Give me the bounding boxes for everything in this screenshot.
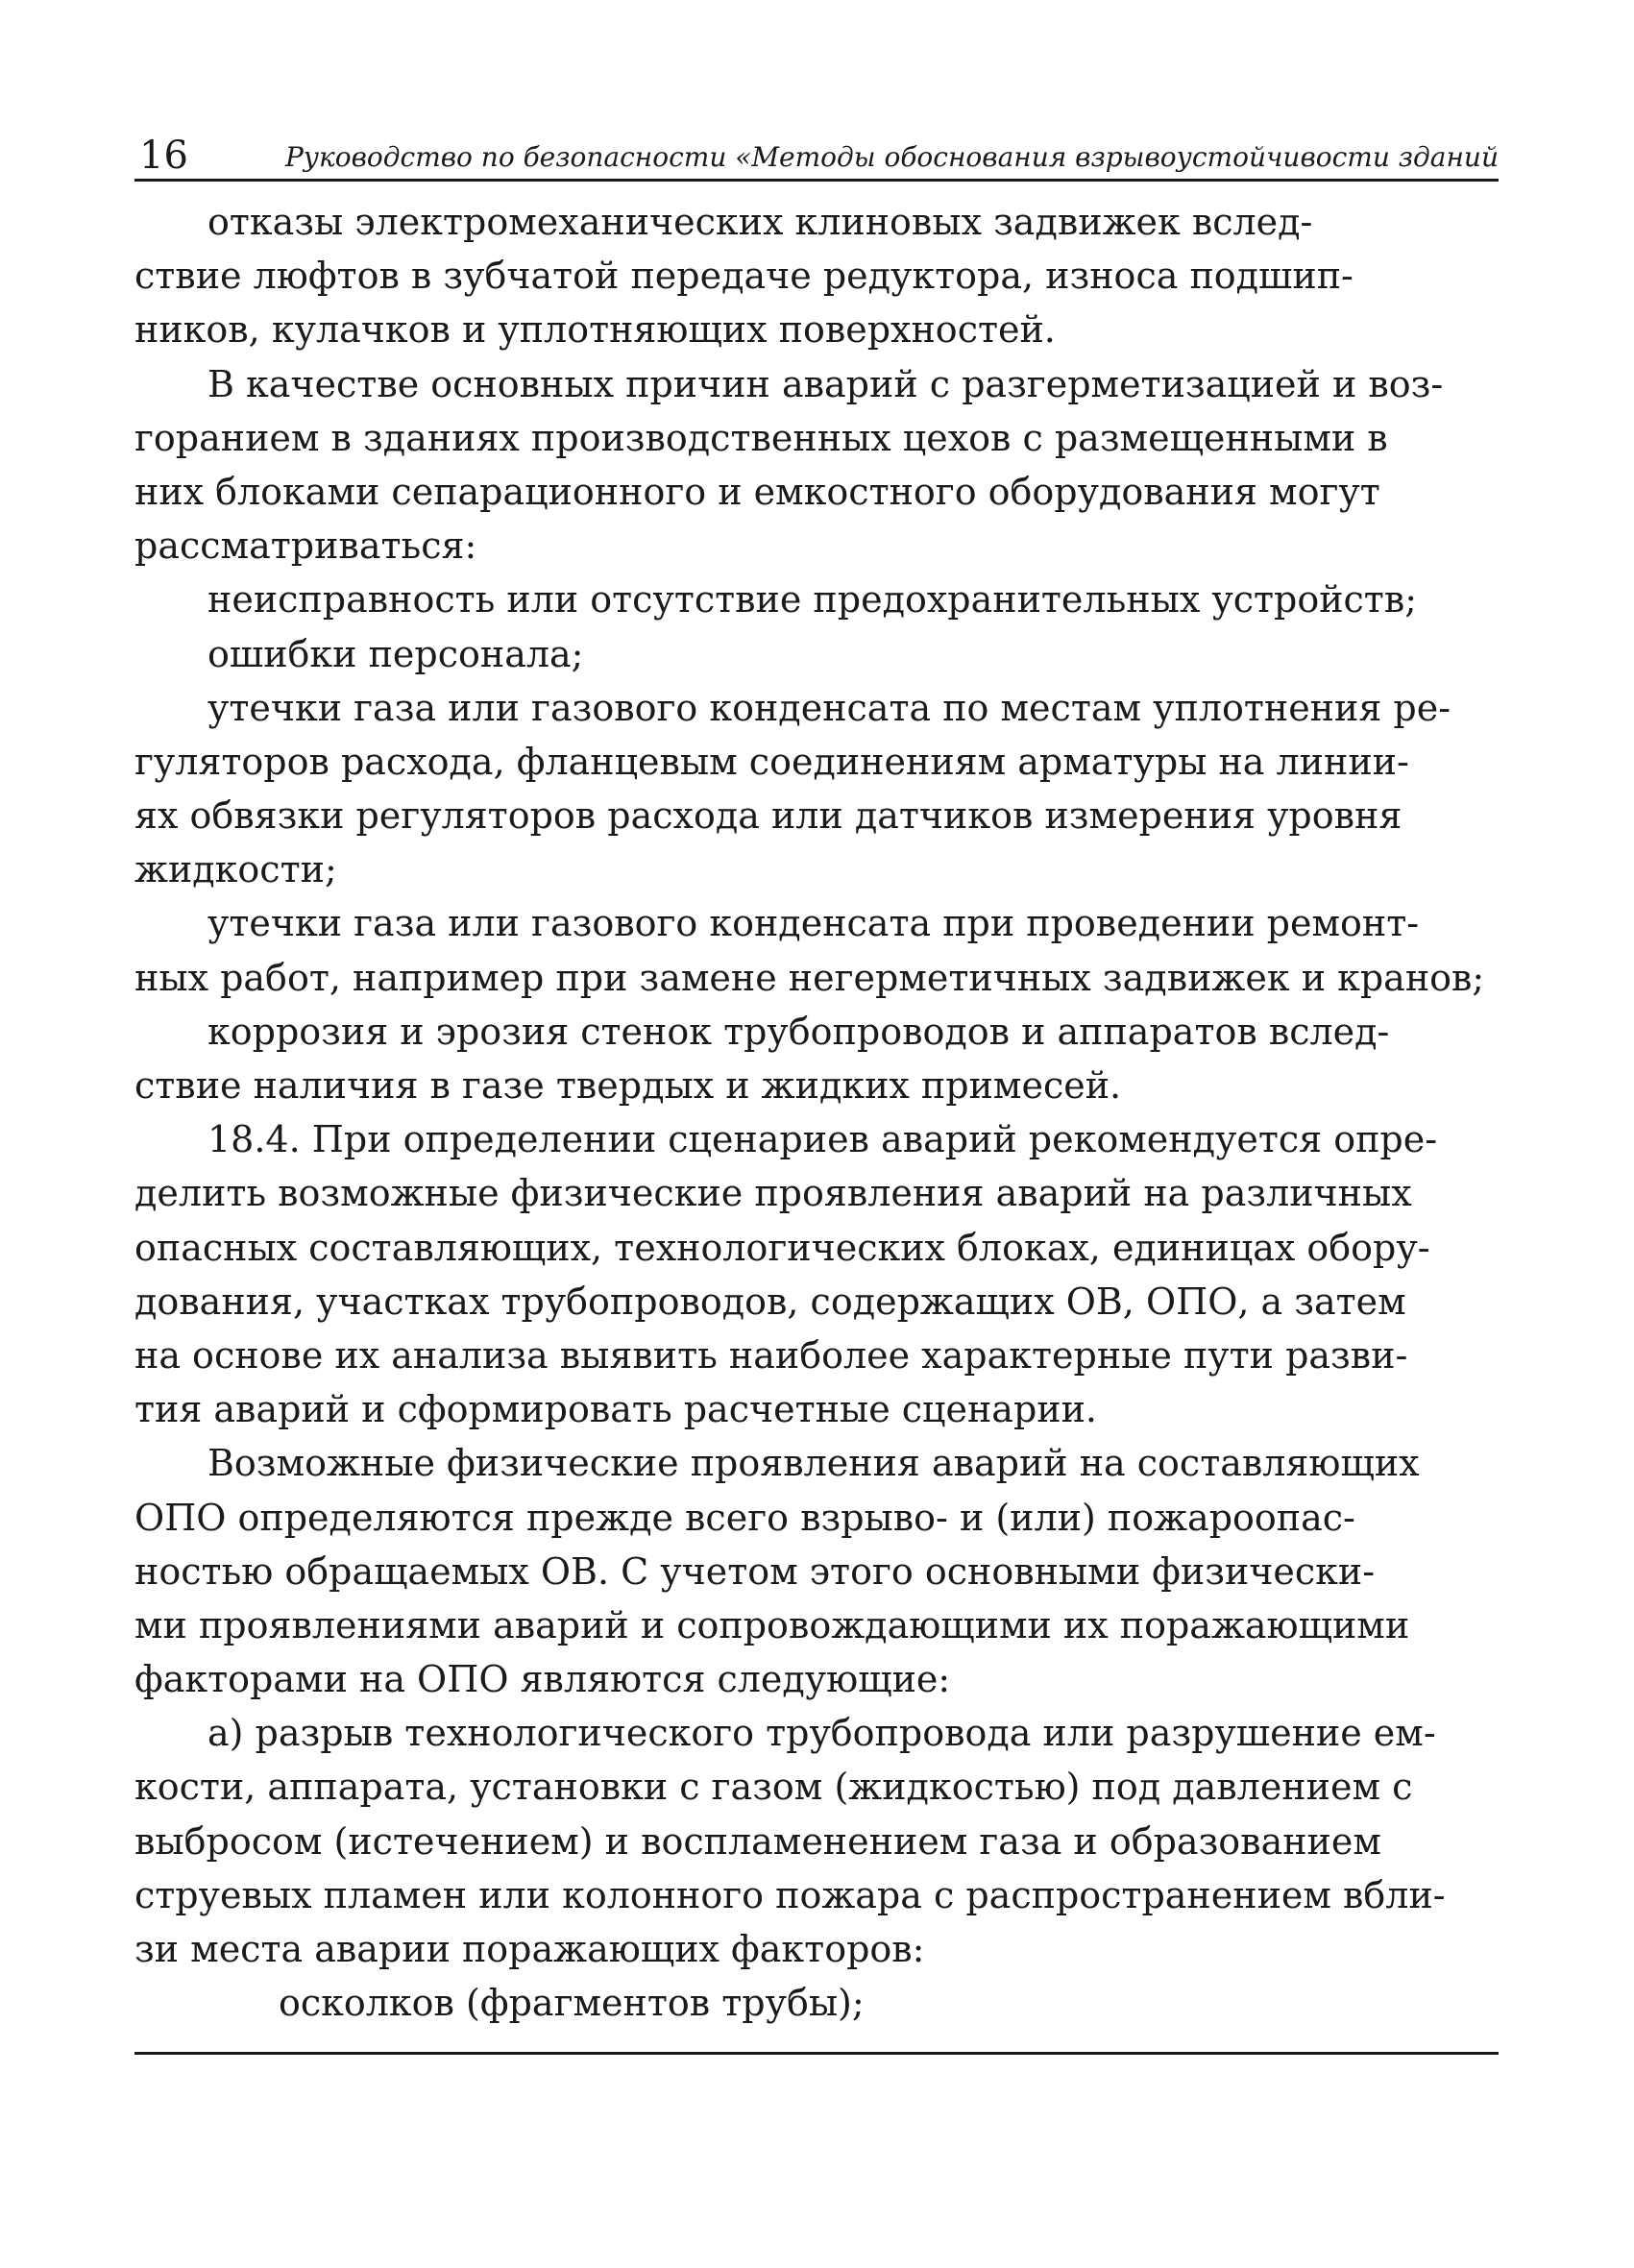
text-line: жидкости; [134,848,337,891]
text-line: ошибки персонала; [207,632,584,675]
text-line: тия аварий и сформировать расчетные сценарии. [134,1388,1098,1431]
text-line: опасных составляющих, технологических блоках, единицах обору- [134,1226,1430,1269]
text-line: ми проявлениями аварий и сопровождающими их поражающими [134,1603,1410,1646]
text-line: ностью обращаемых ОВ. С учетом этого основными физически- [134,1549,1376,1593]
text-line: В качестве основных причин аварий с разгерметизацией и воз- [207,362,1444,405]
page-header [134,115,1499,182]
text-line: а) разрыв технологического трубопровода или разрушение ем- [207,1712,1436,1755]
text-line: утечки газа или газового конденсата по местам уплотнения ре- [207,686,1451,729]
text-line: ствие люфтов в зубчатой передаче редуктора, износа подшип- [134,255,1354,298]
text-line: зи места аварии поражающих факторов: [134,1928,925,1970]
text-line: осколков (фрагментов трубы); [279,1982,865,2025]
text-line: коррозия и эрозия стенок трубопроводов и аппаратов вслед- [207,1010,1390,1053]
text-line: рассматриваться: [134,524,477,568]
text-line: отказы электромеханических клиновых задвижек вслед- [207,201,1313,243]
text-line: Возможные физические проявления аварий на составляющих [207,1442,1420,1485]
text-line: на основе их анализа выявить наиболее характерные пути разви- [134,1333,1408,1377]
footer-rule [134,2052,1499,2055]
text-line: выбросом (истечением) и воспламенением газа и образованием [134,1819,1381,1863]
text-line: горанием в зданиях производственных цехов с размещенными в [134,416,1388,459]
text-line: них блоками сепарационного и емкостного оборудования могут [134,470,1380,513]
text-line: дования, участках трубопроводов, содержащих ОВ, ОПО, а затем [134,1280,1406,1323]
text-line: ствие наличия в газе твердых и жидких примесей. [134,1064,1122,1107]
text-line: ных работ, например при замене негерметичных задвижек и кранов; [134,956,1485,999]
text-line: кости, аппарата, установки с газом (жидкостью) под давлением с [134,1766,1413,1809]
document-page [134,115,1499,2030]
text-line: струевых пламен или колонного пожара с распространением вбли- [134,1873,1446,1916]
text-line: ников, кулачков и уплотняющих поверхностей. [134,308,1056,352]
text-line: факторами на ОПО являются следующие: [134,1658,951,1701]
text-line: ях обвязки регуляторов расхода или датчиков измерения уровня [134,794,1402,838]
text-line: гуляторов расхода, фланцевым соединениям арматуры на линии- [134,740,1409,783]
body-text [134,195,1499,2030]
text-line: делить возможные физические проявления аварий на различных [134,1172,1412,1215]
text-line: неисправность или отсутствие предохранительных устройств; [207,578,1418,622]
page-number: 16 [139,134,188,178]
text-line: 18.4. При определении сценариев аварий рекомендуется опре- [207,1118,1438,1161]
running-title: Руководство по безопасности «Методы обоснования взрывоустойчивости зданий [284,141,1499,173]
text-line: утечки газа или газового конденсата при проведении ремонт- [207,902,1420,945]
text-line: ОПО определяются прежде всего взрыво- и (или) пожароопас- [134,1496,1355,1539]
